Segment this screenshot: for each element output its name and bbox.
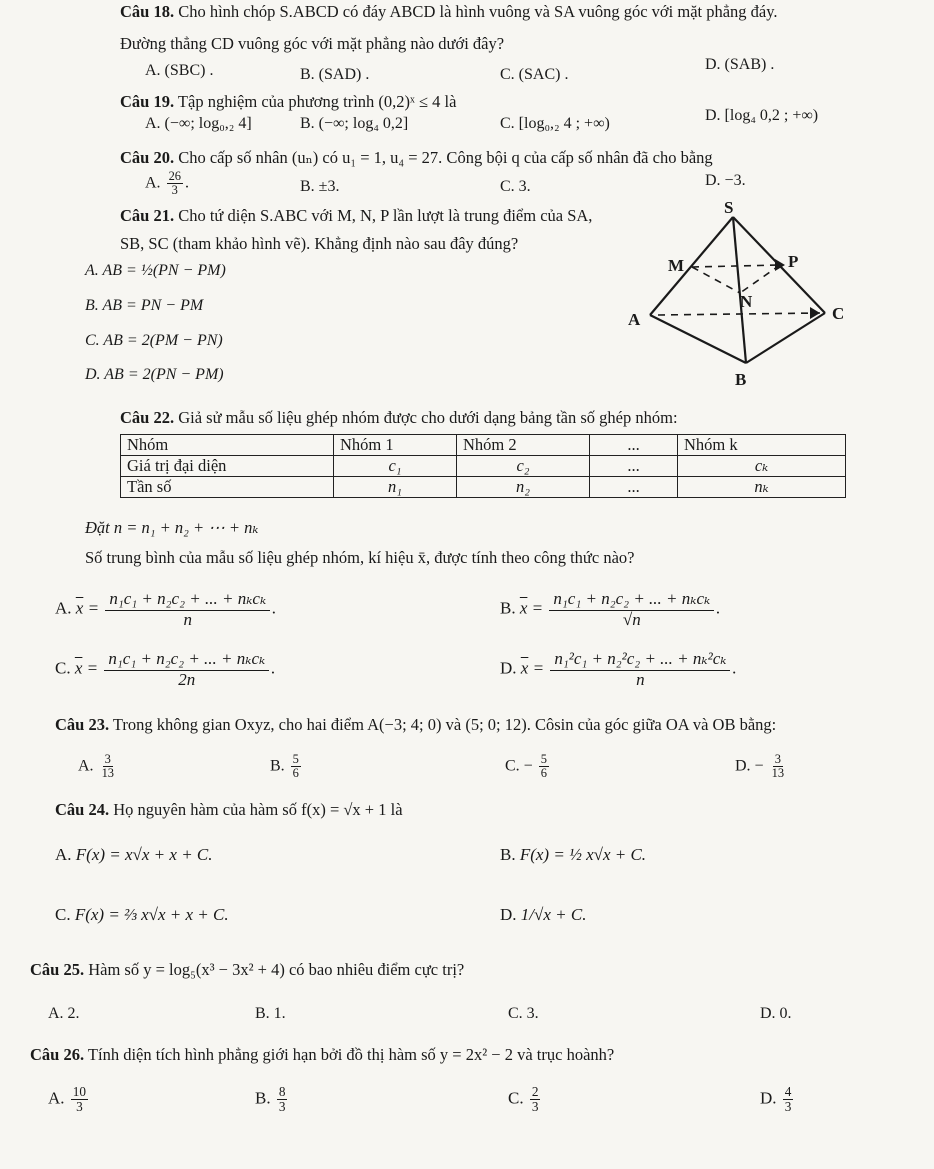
segment-MP xyxy=(692,265,780,267)
q24-stem: Câu 24. Họ nguyên hàm của hàm số f(x) = √x + 1 là xyxy=(55,800,403,819)
table-row: Nhóm Nhóm 1 Nhóm 2 ... Nhóm k xyxy=(121,435,846,456)
q22-option-d[interactable]: D. $\overline{x}$ = $\frac{\text{n₁²c₁ + n₂²c₂ + ... + nₖ²cₖ}}{n}$ . xyxy=(500,649,737,689)
q20-option-d[interactable]: D. −3. xyxy=(705,172,746,189)
q23-option-b[interactable]: B. $\frac{5}{6}$ xyxy=(270,752,299,781)
tetrahedron-figure xyxy=(620,195,860,395)
q20-option-c[interactable]: C. 3. xyxy=(500,178,531,195)
q26-option-b[interactable]: B. $\frac{8}{3}$ xyxy=(255,1084,286,1114)
q23-stem: Câu 23. Trong không gian Oxyz, cho hai điểm A(−3; 4; 0) và (5; 0; 12). Côsin của góc giữa OA và OB bằng: xyxy=(55,715,777,734)
label-P: P xyxy=(788,252,799,271)
segment-PN xyxy=(740,265,780,293)
q23-option-d[interactable]: D. − $\frac{3}{13}$ xyxy=(735,752,785,781)
segment-MN xyxy=(692,267,740,293)
q24-option-d[interactable]: D. 1/√x + C. xyxy=(500,905,587,924)
q26-option-d[interactable]: D. $\frac{4}{3}$ xyxy=(760,1084,792,1114)
edge-AC-hidden xyxy=(658,313,820,315)
q18-option-c[interactable]: C. (SAC) . xyxy=(500,66,569,83)
q24-option-c[interactable]: C. F(x) = ⅔ x√x + x + C. xyxy=(55,905,229,924)
q20-option-b[interactable]: B. ±3. xyxy=(300,178,340,195)
q22-definition: Đặt n = n₁ + n₂ + ⋯ + nₖ xyxy=(85,518,259,537)
q25-option-a[interactable]: A. 2. xyxy=(48,1005,80,1022)
label-C: C xyxy=(832,304,845,323)
q19-option-a[interactable]: A. (−∞; log₀,₂ 4] xyxy=(145,115,252,132)
q21-stem-2: SB, SC (tham khảo hình vẽ). Khẳng định nào sau đây đúng? xyxy=(120,234,519,253)
label-S: S xyxy=(724,198,734,217)
q18-option-a[interactable]: A. (SBC) . xyxy=(145,62,214,79)
q18-option-d[interactable]: D. (SAB) . xyxy=(705,56,775,73)
q26-option-c[interactable]: C. $\frac{2}{3}$ xyxy=(508,1084,539,1114)
q21-stem: Câu 21. Cho tứ diện S.ABC với M, N, P lần lượt là trung điểm của SA, xyxy=(120,206,593,225)
q24-option-a[interactable]: A. F(x) = x√x + x + C. xyxy=(55,845,213,864)
q19-stem: Câu 19. Tập nghiệm của phương trình (0,2)ˣ ≤ 4 là xyxy=(120,92,457,111)
label-A: A xyxy=(628,310,641,329)
label-N: N xyxy=(740,292,753,311)
edge-CB xyxy=(746,313,825,363)
q20-option-a[interactable]: A. $\frac{26}{3}$ . xyxy=(145,169,190,198)
q22-stem-2: Số trung bình của mẫu số liệu ghép nhóm, kí hiệu x̄, được tính theo công thức nào? xyxy=(85,548,635,567)
q22-option-b[interactable]: B. $\overline{x}$ = $\frac{\text{n₁c₁ + n₂c₂ + ... + nₖcₖ}}{√n}$ . xyxy=(500,589,721,629)
label-M: M xyxy=(668,256,685,275)
q24-option-b[interactable]: B. F(x) = ½ x√x + C. xyxy=(500,845,647,864)
q21-option-c[interactable]: C. AB = 2(PM − PN) xyxy=(85,332,223,349)
q21-option-a[interactable]: A. AB = ½(PN − PM) xyxy=(85,262,226,279)
q23-option-a[interactable]: A. $\frac{3}{13}$ xyxy=(78,752,115,781)
q21-option-b[interactable]: B. AB = PN − PM xyxy=(85,297,204,314)
q19-option-d[interactable]: D. [log₄ 0,2 ; +∞) xyxy=(705,107,819,124)
q19-option-c[interactable]: C. [log₀,₂ 4 ; +∞) xyxy=(500,115,610,132)
q18-option-b[interactable]: B. (SAD) . xyxy=(300,66,370,83)
edge-AB xyxy=(650,315,746,363)
q25-option-b[interactable]: B. 1. xyxy=(255,1005,286,1022)
q20-stem: Câu 20. Cho cấp số nhân (uₙ) có u₁ = 1, u₄ = 27. Công bội q của cấp số nhân đã cho bằng xyxy=(120,148,713,167)
q22-option-c[interactable]: C. $\overline{x}$ = $\frac{\text{n₁c₁ + n₂c₂ + ... + nₖcₖ}}{2n}$ . xyxy=(55,649,276,689)
table-row: Tần số n₁ n₂ ... nₖ xyxy=(121,477,846,498)
q20-a-fraction: $\frac{26}{3}$ xyxy=(168,169,182,198)
table-row: Giá trị đại diện c₁ c₂ ... cₖ xyxy=(121,456,846,477)
q25-option-d[interactable]: D. 0. xyxy=(760,1005,792,1022)
q18-stem: Câu 18. Cho hình chóp S.ABCD có đáy ABCD là hình vuông và SA vuông góc với mặt phẳng đáy. xyxy=(120,2,778,21)
q22-option-a[interactable]: A. $\overline{x}$ = $\frac{\text{n₁c₁ + n₂c₂ + ... + nₖcₖ}}{n}$ . xyxy=(55,589,277,629)
frequency-table xyxy=(120,434,846,498)
q26-stem: Câu 26. Tính diện tích hình phẳng giới hạn bởi đồ thị hàm số y = 2x² − 2 và trục hoành? xyxy=(30,1045,615,1064)
q22-stem: Câu 22. Giả sử mẫu số liệu ghép nhóm được cho dưới dạng bảng tần số ghép nhóm: xyxy=(120,408,678,427)
q25-stem: Câu 25. Hàm số y = log₅(x³ − 3x² + 4) có bao nhiêu điểm cực trị? xyxy=(30,960,465,979)
q26-option-a[interactable]: A. $\frac{10}{3}$ xyxy=(48,1084,87,1114)
q18-stem-2: Đường thẳng CD vuông góc với mặt phẳng nào dưới đây? xyxy=(120,34,505,53)
q23-option-c[interactable]: C. − $\frac{5}{6}$ xyxy=(505,752,547,781)
q21-option-d[interactable]: D. AB = 2(PN − PM) xyxy=(85,366,224,383)
q25-option-c[interactable]: C. 3. xyxy=(508,1005,539,1022)
label-B: B xyxy=(735,370,747,389)
q19-option-b[interactable]: B. (−∞; log₄ 0,2] xyxy=(300,115,409,132)
